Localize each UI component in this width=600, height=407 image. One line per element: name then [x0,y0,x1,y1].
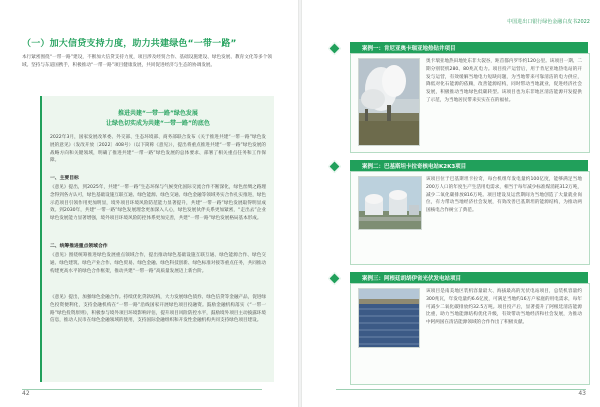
box-paragraph-1: 2022年3月，国家发展改革委、外交部、生态环境部、商务部联合发布《关于推进共建“一带一路”绿色发展的意见》（发改开放〔2022〕408号）（以下简称《意见》），提出将重点推进共建“一带一路”绿色发展的战略方向和关键领域，明确了推进共建“一带一路”绿色发展的总体要求、部署了相关重点任务和工作保障。 [50,135,266,164]
intro-paragraph: 本行紧密围绕“一带一路”建设，不断加大信贷支持力度，项目涉及经贸合作、基础设施建设、绿色发展、教育文化等多个领域。坚持与东道国携手，积极推动“一带一路”项目健康发展，共同促进经济与生态的协调发展。 [22,55,272,68]
box-title-line2: 让绿色切实成为共建“一带一路”的底色 [106,120,210,127]
case2-header-bar [350,160,588,171]
section-title: （一）加大信贷支持力度，助力共建绿色“一带一路” [22,39,237,49]
page-number: 43 [578,390,586,397]
case3-header-bar [350,272,588,283]
right-page [302,0,600,407]
case3-marker-icon [328,272,341,285]
case1-text: 奥卡瑞亚地热田地处东非大裂谷，距首都内罗毕约120公里。该项目一期、二期分别装机280、80兆瓦电力。项目投产运营后，用于肯尼亚地热电站的开发与运营，有效缓解当地电力短缺问题，为当地带来可靠清洁的电力供应，降低对化石能源的依赖，改善能源结构，同时带动当地就业，促进经济社会发展，积极推动当地绿色低碳转型。该项目也为东非地区清洁能源开发提供了示范，为当地居民带来实实在在的福祉。 [426,59,582,103]
box-paragraph-2: 《意见》提出，到2025年，共建“一带一路”生态环保与气候变化国际交流合作不断深化，绿色丝绸之路理念得到各方认可，绿色基础设施互联互通、绿色能源、绿色交通、绿色金融等领域务实合作扎实推进，绿色示范项目引领作用更加明显，境外项目环境风险防范能力显著提升，共建“一带一路”绿色发展取得明显成效。到2030年，共建“一带一路”绿色发展理念更加深入人心，绿色发展伙伴关系更加紧密，“走出去”企业绿色发展能力显著增强，境外项目环境风险防控体系更加完善，共建“一带一路”绿色发展格局基本形成。 [50,185,266,222]
box-paragraph-4: 《意见》提出，加强绿色金融合作。持续优化贷款结构，大力发展绿色债券、绿色信贷等金融产品，促进绿色投资便利化，支持金融机构在“一带一路”沿线国家开展绿色项目投融资。鼓励金融机构落实《“一带一路”绿色投资原则》，积极参与境外项目环境影响评估，提升项目风险防控水平，鼓励境外项目主动披露环境信息，推动人民币在绿色金融领域的使用，支持国际金融组织和开发性金融机构共同支持绿色项目建设。 [50,295,266,324]
box-paragraph-3: 《意见》围绕统筹推进绿色发展重点领域合作，提出推动绿色基础设施互联互通、绿色能源合作、绿色交通、绿色建筑、绿色产业合作、绿色贸易、绿色金融、绿色科技创新、绿色标准对接等重点任务，共同推动构建更高水平的绿色合作框架，推动共建“一带一路”高质量发展迈上新台阶。 [50,253,266,274]
solar-plant-photo [358,288,420,348]
running-header: 中国进出口银行绿色金融白皮书2022 [507,19,590,25]
policy-box [40,96,274,382]
footer-rule [22,389,262,390]
case1-marker-icon [328,42,341,55]
geothermal-photo [358,58,420,146]
page-number: 42 [22,390,30,397]
case2-text: 该项目位于巴基斯坦卡拉奇，每台机组年发电量约100亿度，能够满足当地200万人口的年度生产生活用电需求，相当于每年减少标准煤消耗312万吨，减少二氧化碳排放816万吨。项目建设及运营期间为当地创造了大量就业岗位，有力带动当地经济社会发展，有效改善巴基斯坦的能源结构，为推动两国核电合作树立了典范。 [426,177,582,214]
nuclear-plant-photo [358,176,422,230]
box-subhead-2: 二、统筹推进重点领域合作 [50,244,108,249]
left-page [0,0,298,407]
box-title-line1: 推进共建“一带一路”绿色发展 [118,110,198,117]
case2-marker-icon [328,160,341,173]
case1-title: 案例一：肯尼亚奥卡瑞亚地热钻井项目 [362,46,456,52]
footer-rule [336,389,586,390]
case1-header-bar [350,42,588,53]
case3-title: 案例三：阿根廷胡胡伊省光伏发电站项目 [362,276,462,282]
box-subhead-1: 一、主要目标 [50,176,79,181]
case3-text: 该项目是南美地区装机容量最大、海拔最高的光伏电站项目，总装机容量约300兆瓦，年发电量约6.6亿度，可满足当地约16万户家庭的用电需求，每年可减少二氧化碳排放约32.5万吨。项目投产后，显著提升了阿根廷清洁能源比重，助力当地能源结构优化升级，有效带动当地经济和社会发展，为推动中阿两国在清洁能源领域的合作作出了积极贡献。 [426,289,582,326]
case2-title: 案例二：巴基斯坦卡拉奇核电站K2K3项目 [362,164,467,170]
